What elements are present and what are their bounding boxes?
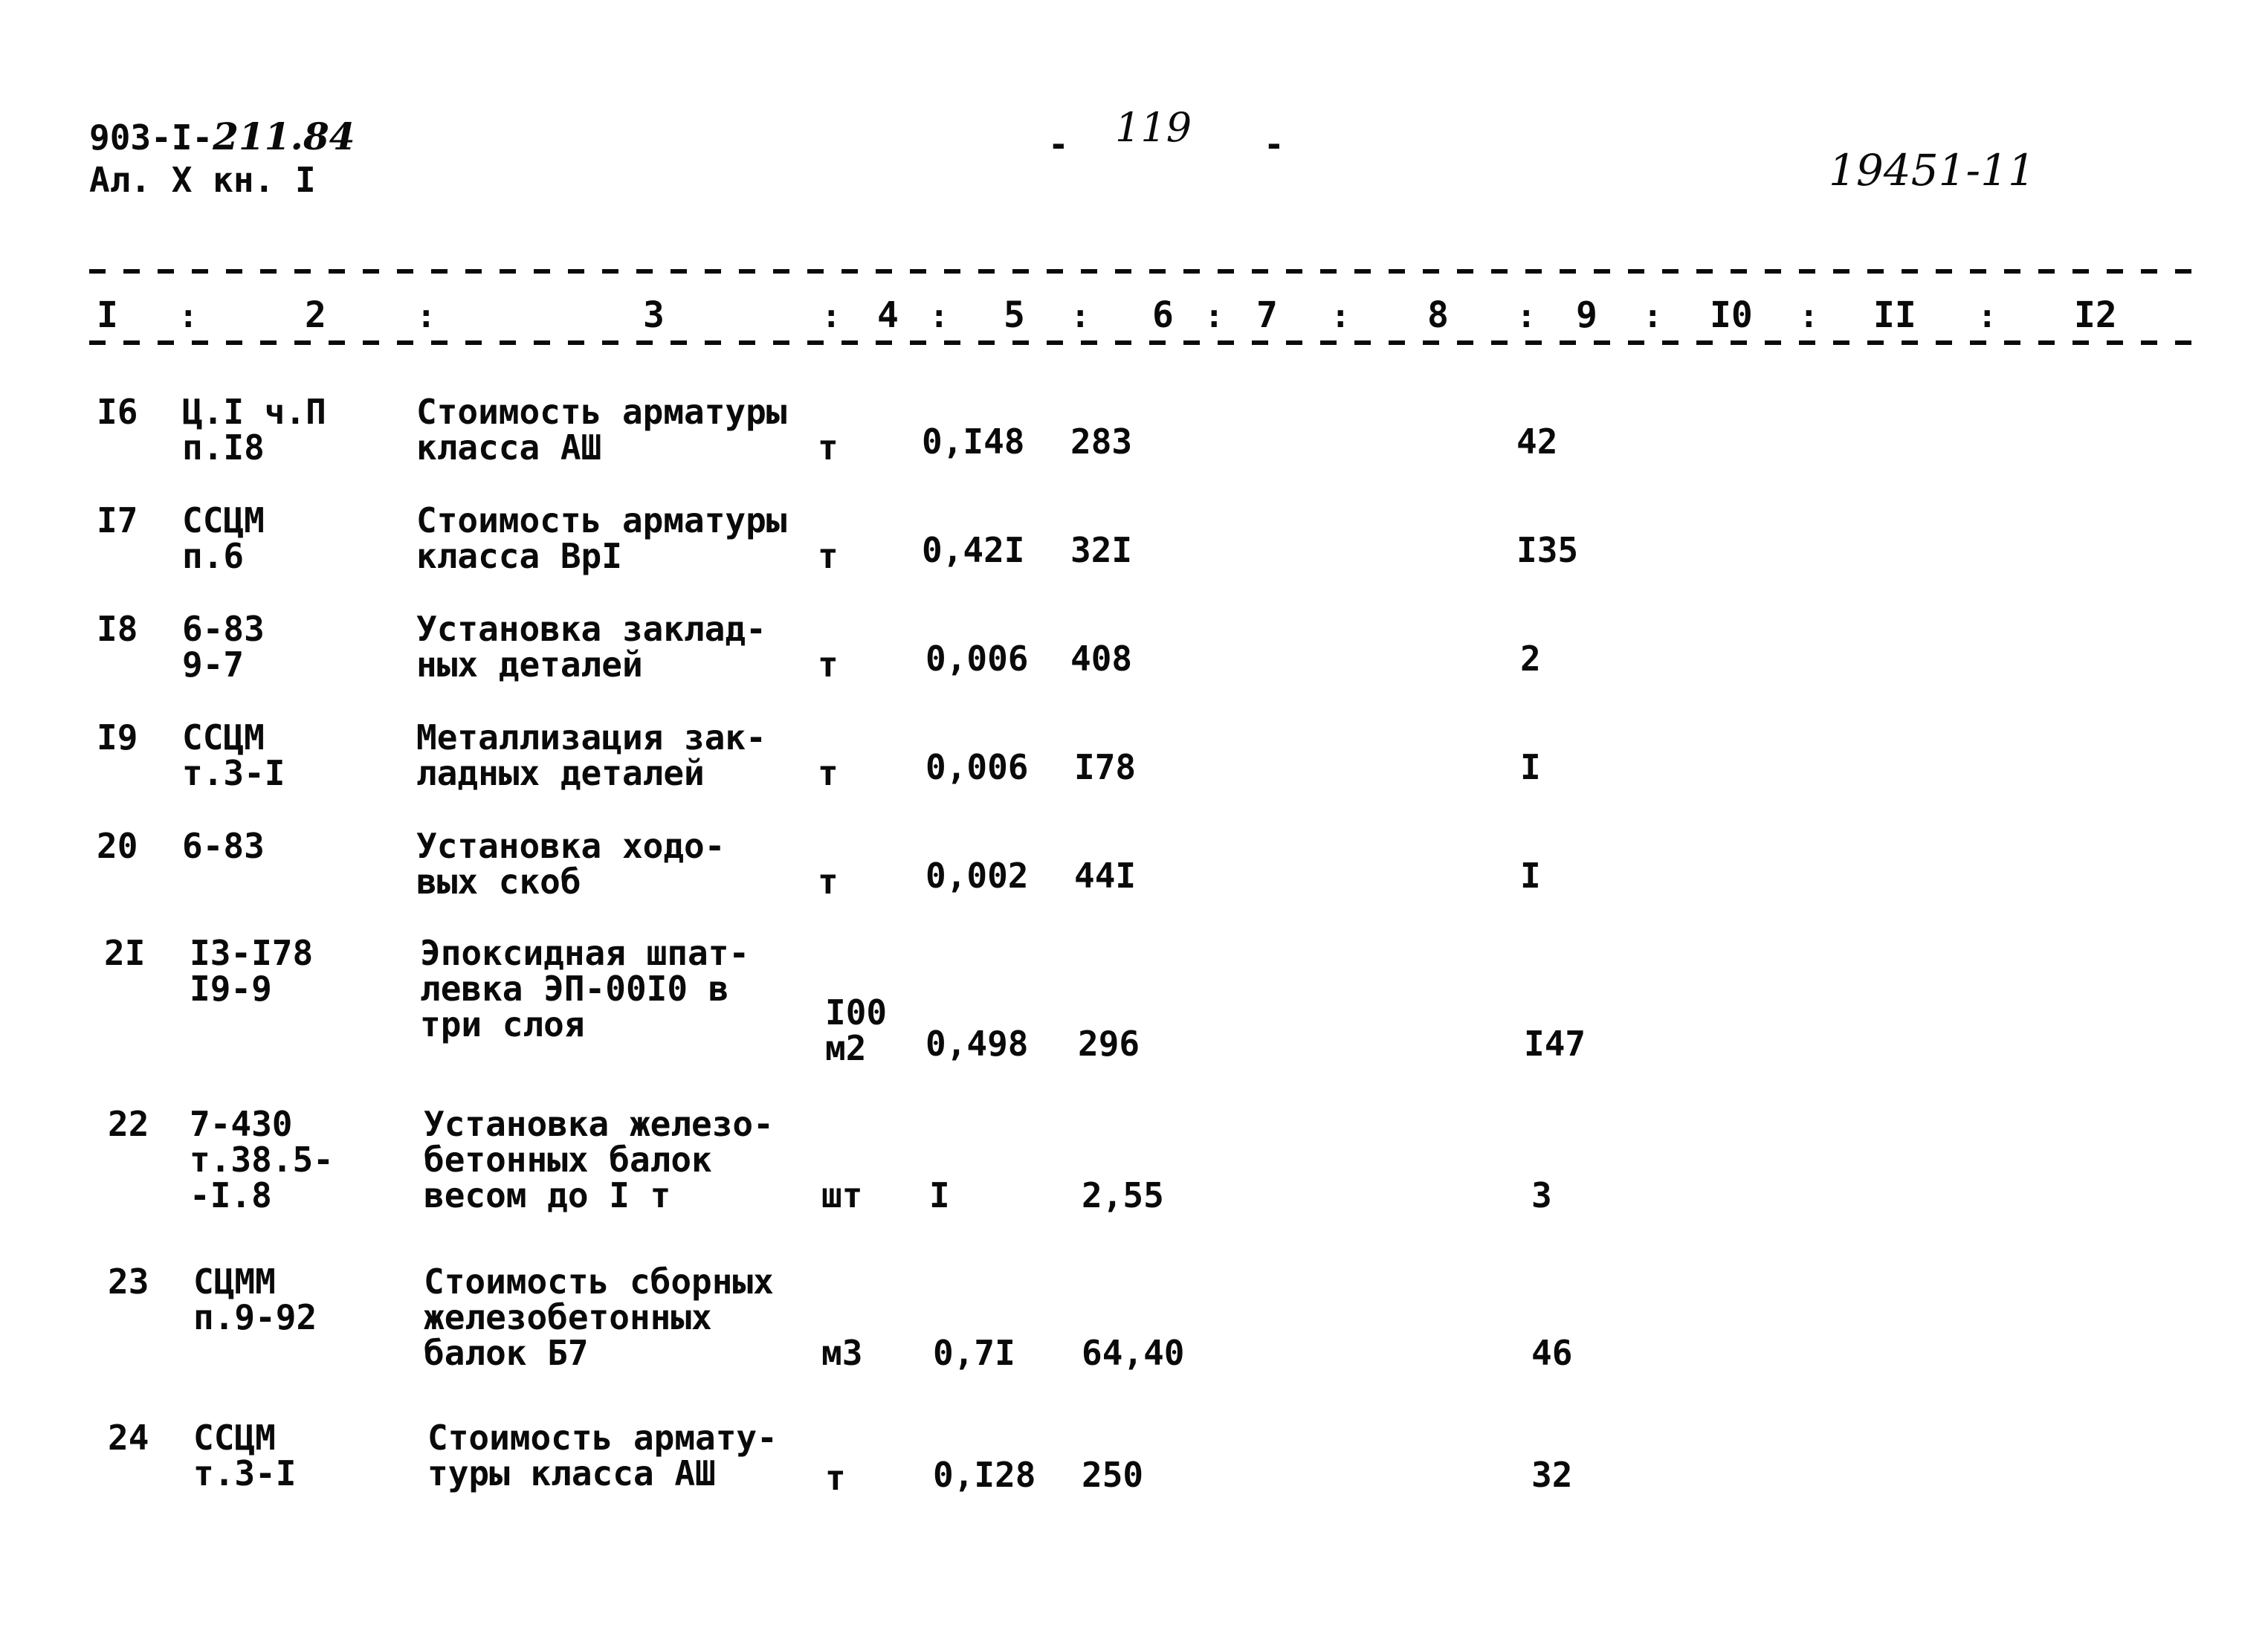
row-number: I9 <box>97 717 138 758</box>
row-total: 32 <box>1531 1455 1573 1495</box>
page-dash-left: - <box>1048 124 1069 164</box>
album-line: Ал. X кн. I <box>89 160 316 200</box>
row-unit: т <box>818 862 839 902</box>
row-basis: 7-430 т.38.5- -I.8 <box>190 1104 334 1215</box>
series-prefix: 903-I- <box>89 117 213 158</box>
top-dashed-rule <box>89 269 2200 274</box>
row-number: I8 <box>97 609 138 649</box>
row-quantity: 0,006 <box>925 747 1029 787</box>
column-separator: : <box>1070 297 1091 335</box>
row-total: I <box>1520 747 1541 787</box>
row-quantity: 0,002 <box>925 856 1029 896</box>
row-total: 3 <box>1531 1175 1552 1215</box>
page-number: 119 <box>1115 104 1192 151</box>
row-unit-price: 408 <box>1070 639 1133 679</box>
row-unit: шт <box>821 1175 863 1215</box>
row-quantity: 0,I28 <box>933 1455 1036 1495</box>
row-total: 42 <box>1516 421 1558 462</box>
series-suffix-handwritten: 211.84 <box>213 114 355 158</box>
inventory-number: 19451-11 <box>1829 145 2035 196</box>
row-unit: т <box>818 753 839 793</box>
column-number: I <box>97 294 118 336</box>
row-description: Эпоксидная шпат- левка ЭП-00I0 в три слоя <box>420 933 750 1044</box>
row-quantity: 0,498 <box>925 1024 1029 1064</box>
row-basis: 6-83 9-7 <box>182 609 265 685</box>
column-separator: : <box>821 297 841 335</box>
row-total: 2 <box>1520 639 1541 679</box>
row-number: I6 <box>97 392 138 432</box>
document-code <box>89 114 355 158</box>
column-number: II <box>1873 294 1916 336</box>
row-total: I47 <box>1524 1024 1586 1064</box>
row-total: 46 <box>1531 1333 1573 1373</box>
row-number: 20 <box>97 826 138 866</box>
row-quantity: 0,006 <box>925 639 1029 679</box>
row-description: Установка железо- бетонных балок весом до I т <box>424 1104 774 1215</box>
column-separator: : <box>1799 297 1819 335</box>
row-basis: I3-I78 I9-9 <box>190 933 314 1009</box>
row-basis: ССЦМ т.3-I <box>193 1418 297 1493</box>
row-description: Стоимость арматуры класса ВрI <box>416 500 787 576</box>
row-number: 22 <box>108 1104 149 1144</box>
row-quantity: 0,7I <box>933 1333 1015 1373</box>
row-description: Установка ходо- вых скоб <box>416 826 726 902</box>
row-basis: СЦММ п.9-92 <box>193 1262 317 1337</box>
row-basis: Ц.I ч.П п.I8 <box>182 392 326 468</box>
column-separator: : <box>1331 297 1351 335</box>
column-number: 3 <box>643 294 665 336</box>
row-quantity: I <box>929 1175 950 1215</box>
row-unit-price: 283 <box>1070 421 1133 462</box>
row-total: I35 <box>1516 530 1579 570</box>
column-number: 8 <box>1427 294 1449 336</box>
row-unit: I00 м2 <box>825 992 888 1068</box>
row-unit-price: 32I <box>1070 530 1133 570</box>
column-number: I0 <box>1710 294 1753 336</box>
row-basis: 6-83 <box>182 826 265 866</box>
column-separator: : <box>1977 297 1997 335</box>
column-number: 4 <box>877 294 899 336</box>
row-unit: т <box>825 1458 846 1498</box>
column-separator: : <box>1204 297 1224 335</box>
row-unit-price: 44I <box>1074 856 1137 896</box>
row-description: Стоимость арматуры класса АШ <box>416 392 787 468</box>
column-separator: : <box>416 297 436 335</box>
row-unit: т <box>818 536 839 576</box>
column-separator: : <box>1643 297 1663 335</box>
column-number: 6 <box>1152 294 1174 336</box>
row-unit-price: 250 <box>1082 1455 1144 1495</box>
page-dash-right: - <box>1264 124 1285 164</box>
column-number: 9 <box>1576 294 1597 336</box>
row-number: I7 <box>97 500 138 540</box>
header-dashed-rule <box>89 340 2200 345</box>
row-number: 24 <box>108 1418 149 1458</box>
row-unit-price: 64,40 <box>1082 1333 1185 1373</box>
row-unit: т <box>818 427 839 468</box>
row-unit: м3 <box>821 1333 863 1373</box>
row-unit-price: 2,55 <box>1082 1175 1164 1215</box>
row-quantity: 0,I48 <box>922 421 1025 462</box>
row-number: 23 <box>108 1262 149 1302</box>
column-number: I2 <box>2074 294 2117 336</box>
row-total: I <box>1520 856 1541 896</box>
row-unit: т <box>818 645 839 685</box>
row-description: Стоимость сборных железобетонных балок Б7 <box>424 1262 774 1373</box>
row-basis: ССЦМ т.3-I <box>182 717 285 793</box>
row-description: Установка заклад- ных деталей <box>416 609 766 685</box>
row-description: Металлизация зак- ладных деталей <box>416 717 766 793</box>
row-unit-price: 296 <box>1078 1024 1140 1064</box>
column-separator: : <box>929 297 949 335</box>
row-unit-price: I78 <box>1074 747 1137 787</box>
column-number: 5 <box>1004 294 1025 336</box>
column-number: 2 <box>305 294 326 336</box>
column-number: 7 <box>1256 294 1278 336</box>
column-separator: : <box>1516 297 1537 335</box>
row-basis: ССЦМ п.6 <box>182 500 265 576</box>
column-separator: : <box>178 297 198 335</box>
row-number: 2I <box>104 933 146 973</box>
row-description: Стоимость армату- туры класса АШ <box>427 1418 778 1493</box>
row-quantity: 0,42I <box>922 530 1025 570</box>
